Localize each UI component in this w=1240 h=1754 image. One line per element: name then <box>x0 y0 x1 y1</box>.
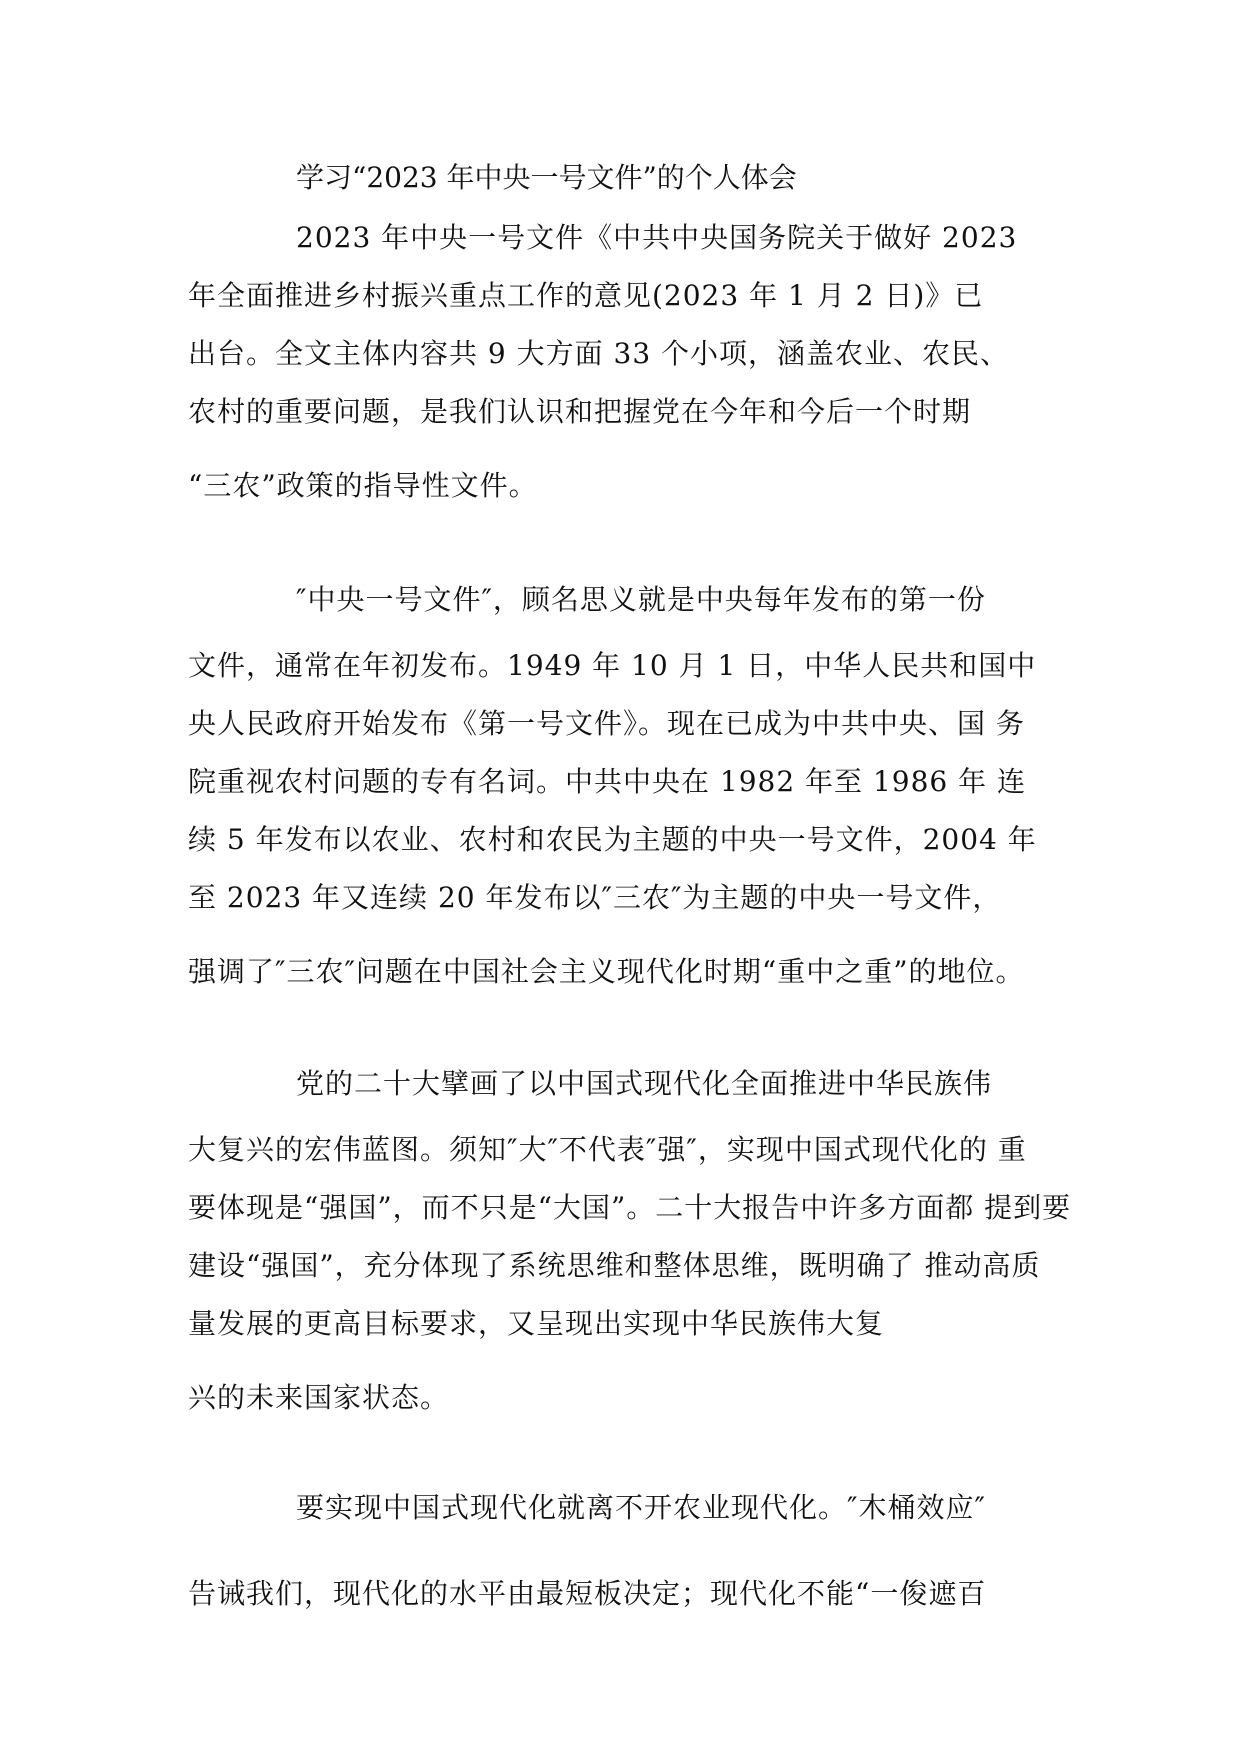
paragraph-2-line-5: 续 5 年发布以农业、农村和农民为主题的中央一号文件，2004 年 <box>188 823 1037 856</box>
paragraph-1-line-1: 2023 年中央一号文件《中共中央国务院关于做好 2023 <box>296 221 1018 254</box>
paragraph-2-line-2: 文件，通常在年初发布。1949 年 10 月 1 日，中华人民共和国中 <box>188 649 1037 682</box>
paragraph-3-line-2: 大复兴的宏伟蓝图。须知″大″不代表″强″，实现中国式现代化的 重 <box>188 1133 1027 1166</box>
paragraph-2-line-4: 院重视农村问题的专有名词。中共中央在 1982 年至 1986 年 连 <box>188 765 1027 798</box>
paragraph-3-line-3: 要体现是“强国”，而不只是“大国”。二十大报告中许多方面都 提到要 <box>188 1191 1072 1224</box>
paragraph-1-line-3: 出台。全文主体内容共 9 大方面 33 个小项，涵盖农业、农民、 <box>188 337 1010 370</box>
paragraph-1-line-5: “三农”政策的指导性文件。 <box>188 469 538 502</box>
paragraph-3-line-6: 兴的未来国家状态。 <box>188 1381 450 1414</box>
paragraph-3-line-4: 建设“强国”，充分体现了系统思维和整体思维，既明确了 推动高质 <box>188 1249 1041 1282</box>
paragraph-1-line-2: 年全面推进乡村振兴重点工作的意见(2023 年 1 月 2 日)》已 <box>188 279 984 312</box>
paragraph-3-line-1: 党的二十大擘画了以中国式现代化全面推进中华民族伟 <box>296 1067 993 1100</box>
paragraph-2-line-3: 央人民政府开始发布《第一号文件》。现在已成为中共中央、国 务 <box>188 707 1025 740</box>
document-title: 学习“2023 年中央一号文件”的个人体会 <box>296 161 797 194</box>
paragraph-4-line-2: 告诫我们，现代化的水平由最短板决定；现代化不能“一俊遮百 <box>188 1577 987 1610</box>
paragraph-4-line-1: 要实现中国式现代化就离不开农业现代化。″木桶效应″ <box>296 1491 986 1524</box>
paragraph-2-line-1: ″中央一号文件″，顾名思义就是中央每年发布的第一份 <box>296 583 986 616</box>
paragraph-1-line-4: 农村的重要问题，是我们认识和把握党在今年和今后一个时期 <box>188 395 972 428</box>
paragraph-2-line-7: 强调了″三农″问题在中国社会主义现代化时期“重中之重”的地位。 <box>188 955 1025 988</box>
paragraph-2-line-6: 至 2023 年又连续 20 年发布以″三农″为主题的中央一号文件， <box>188 881 1002 914</box>
paragraph-3-line-5: 量发展的更高目标要求，又呈现出实现中华民族伟大复 <box>188 1307 885 1340</box>
